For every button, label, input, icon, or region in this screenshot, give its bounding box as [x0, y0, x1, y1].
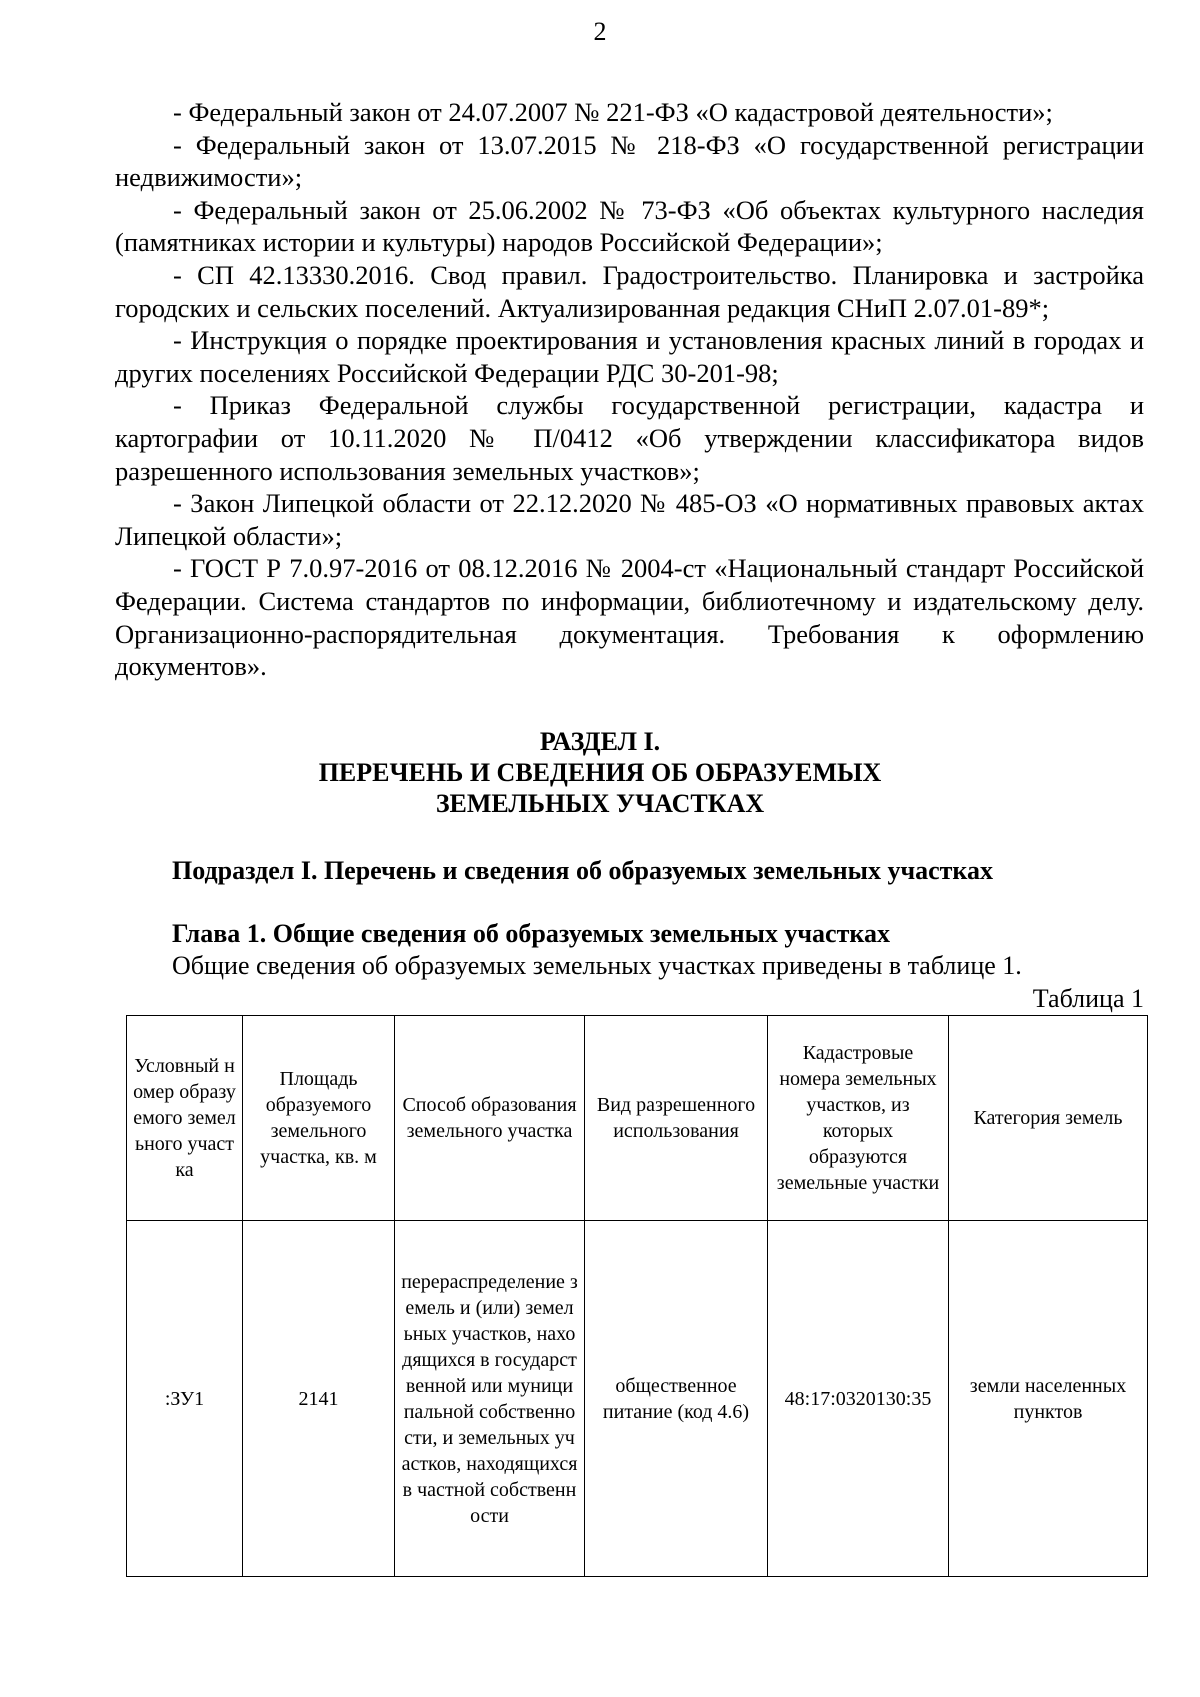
table-header-row [127, 1016, 1148, 1221]
cell-cadastral-number: 48:17:0320130:35 [768, 1221, 949, 1577]
reference-item: - Федеральный закон от 24.07.2007 № 221-ФЗ «О кадастровой деятельности»; [173, 97, 1053, 127]
chapter-title: Глава 1. Общие сведения об образуемых земельных участках [172, 919, 890, 948]
cell-land-category: земли населенных пунктов [949, 1221, 1148, 1577]
reference-item: - СП 42.13330.2016. Свод правил. Градостроительство. Планировка и застройка городских и сельских поселений. Актуализированная редакция СНиП 2.07.01-89*; [115, 259, 1144, 323]
reference-item: - Закон Липецкой области от 22.12.2020 № 485-ОЗ «О нормативных правовых актах Липецкой области»; [115, 488, 1144, 551]
subsection-title: Подраздел I. Перечень и сведения об образуемых земельных участках [172, 856, 994, 885]
table-label: Таблица 1 [1032, 984, 1144, 1013]
header-plot-number: Условный номер образуемого земельного участка [127, 1016, 243, 1221]
section-number: РАЗДЕЛ I. [539, 727, 661, 756]
reference-item: - Федеральный закон от 13.07.2015 № 218-ФЗ «О государственной регистрации недвижимости»; [115, 129, 1144, 193]
header-formation-method: Способ образования земельного участка [395, 1016, 585, 1221]
reference-item: - Приказ Федеральной службы государственной регистрации, кадастра и картографии от 10.11.2020 № П/0412 «Об утверждении классификатора видов разрешенного использования земельных участков»; [115, 390, 1144, 486]
cell-permitted-use: общественное питание (код 4.6) [585, 1221, 768, 1577]
legal-references-list [115, 96, 1144, 683]
section-title-line: ЗЕМЕЛЬНЫХ УЧАСТКАХ [435, 789, 765, 818]
table-row [127, 1221, 1148, 1577]
reference-item: - Федеральный закон от 25.06.2002 № 73-ФЗ «Об объектах культурного наследия (памятниках истории и культуры) народов Российской Федерации»; [115, 194, 1144, 258]
header-land-category: Категория земель [949, 1016, 1148, 1221]
reference-item: - Инструкция о порядке проектирования и установления красных линий в городах и других поселениях Российской Федерации РДС 30-201-98; [115, 325, 1144, 388]
land-plots-table [126, 1015, 1148, 1577]
section-title-line: ПЕРЕЧЕНЬ И СВЕДЕНИЯ ОБ ОБРАЗУЕМЫХ [318, 758, 882, 787]
header-area: Площадь образуемого земельного участка, кв. м [243, 1016, 395, 1221]
header-cadastral-numbers: Кадастровые номера земельных участков, из которых образуются земельные участки [768, 1016, 949, 1221]
cell-plot-number: :ЗУ1 [127, 1221, 243, 1577]
header-permitted-use: Вид разрешенного использования [585, 1016, 768, 1221]
intro-text: Общие сведения об образуемых земельных участках приведены в таблице 1. [172, 951, 1022, 980]
section-heading [0, 726, 1200, 819]
page-number: 2 [593, 17, 607, 46]
reference-item: - ГОСТ Р 7.0.97-2016 от 08.12.2016 № 2004-ст «Национальный стандарт Российской Федерации. Система стандартов по информации, библиотечному и издательскому делу. Организационно-распорядительная документация. Требования к оформлению документов». [115, 553, 1144, 682]
cell-area: 2141 [243, 1221, 395, 1577]
cell-formation-method: перераспределение земель и (или) земельных участков, находящихся в государственной или муниципальной собственности, и земельных участков, находящихся в частной собственности [395, 1221, 585, 1577]
